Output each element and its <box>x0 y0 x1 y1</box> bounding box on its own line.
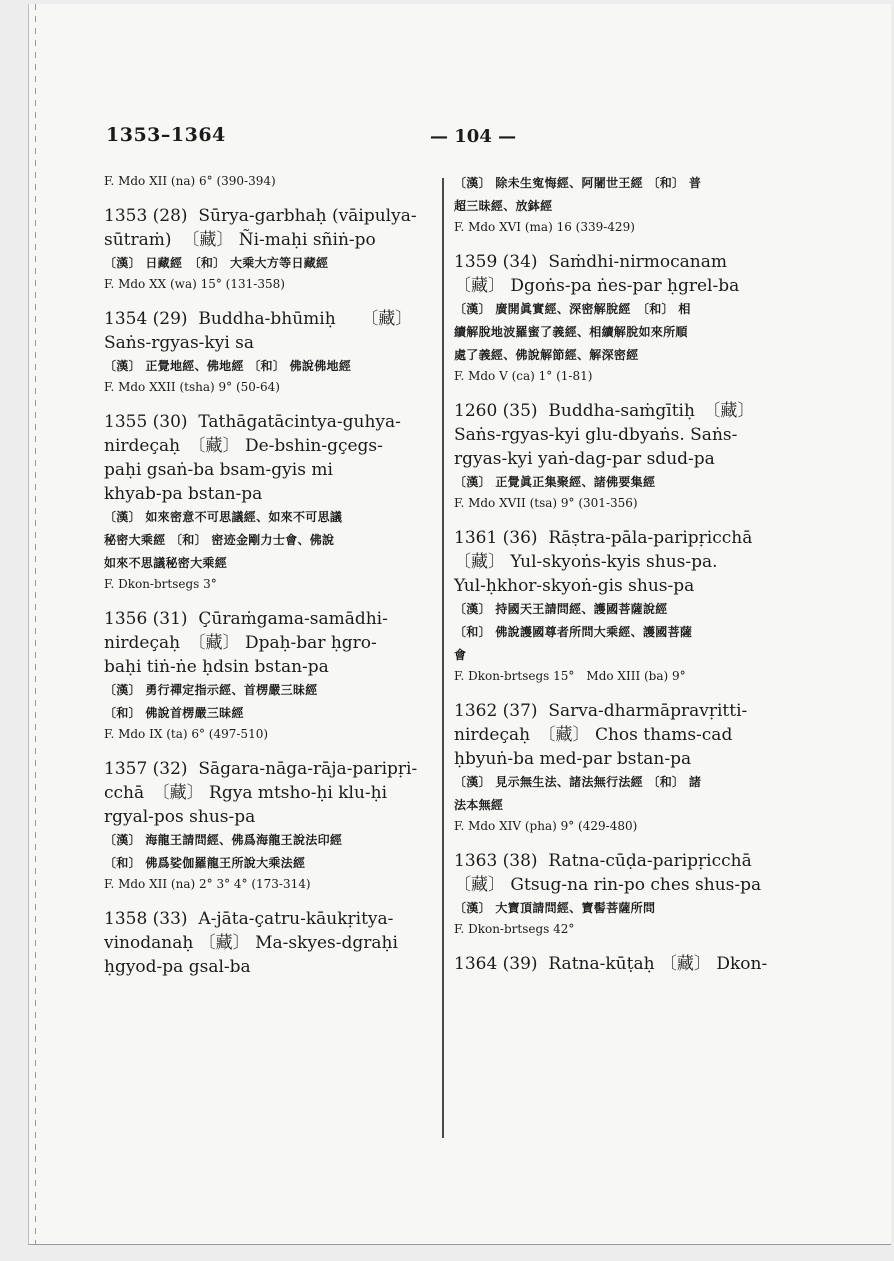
entry-heading-line: 1358 (33) A-jāta-çatru-kāukṛitya- <box>104 909 394 929</box>
right-column <box>454 172 794 976</box>
chinese-line: 〔和〕 佛說首楞嚴三昧經 <box>104 706 244 720</box>
entry-heading-line: khyab-pa bstan-pa <box>104 484 263 504</box>
entry-heading-line: 〔藏〕 Yul-skyoṅs-kyis shus-pa. <box>454 552 718 572</box>
entry-heading-line: Saṅs-rgyas-kyi glu-dbyaṅs. Saṅs- <box>454 425 738 445</box>
chinese-line: 秘密大乘經 〔和〕 密迹金剛力士會、佛說 <box>104 533 335 547</box>
entry-heading-line: nirdeçaḥ 〔藏〕 Dpaḥ-bar ḥgro- <box>104 633 377 653</box>
catalog-reference: F. Dkon-brtsegs 42° <box>454 922 575 936</box>
catalog-reference: F. Dkon-brtsegs 15° Mdo XIII (ba) 9° <box>454 669 686 683</box>
entry-heading-line: Yul-ḥkhor-skyoṅ-gis shus-pa <box>454 576 695 596</box>
catalog-entry <box>104 307 444 396</box>
entry-heading-line: vinodanaḥ 〔藏〕 Ma-skyes-dgraḥi <box>104 933 398 953</box>
entry-heading-line: 1355 (30) Tathāgatācintya-guhya- <box>104 412 401 432</box>
entry-heading-line: 1260 (35) Buddha-saṁgītiḥ 〔藏〕 <box>454 401 755 421</box>
catalog-reference: F. Dkon-brtsegs 3° <box>104 577 217 591</box>
entry-heading-line: 1356 (31) Çūraṁgama-samādhi- <box>104 609 388 629</box>
chinese-line: 如來不思議秘密大乘經 <box>104 556 228 570</box>
chinese-line: 續解脫地波羅蜜了義經、相續解脫如來所順 <box>454 325 688 339</box>
page-number: — 104 — <box>430 126 517 147</box>
entry-heading-line: 〔藏〕 Dgoṅs-pa ṅes-par ḥgrel-ba <box>454 276 740 296</box>
catalog-reference: F. Mdo IX (ta) 6° (497-510) <box>104 727 269 741</box>
chinese-line: 〔漢〕 正覺地經、佛地經 〔和〕 佛說佛地經 <box>104 359 352 373</box>
entry-heading-line: ḥbyuṅ-ba med-par bstan-pa <box>454 749 692 769</box>
entry-heading-line: cchā 〔藏〕 Rgya mtsho-ḥi klu-ḥi <box>104 783 388 803</box>
catalog-reference: F. Mdo XXII (tsha) 9° (50-64) <box>104 380 280 394</box>
catalog-entry <box>104 757 444 893</box>
catalog-reference: F. Mdo XVII (tsa) 9° (301-356) <box>454 496 638 510</box>
entry-heading-line: ḥgyod-pa gsal-ba <box>104 957 251 977</box>
catalog-entry <box>454 250 794 385</box>
chinese-line: 〔漢〕 廣開眞實經、深密解脫經 〔和〕 相 <box>454 302 691 316</box>
catalog-entry <box>104 204 444 293</box>
chinese-line: 〔和〕 佛爲娑伽羅龍王所說大乘法經 <box>104 856 306 870</box>
entry-heading-line: 1354 (29) Buddha-bhūmiḥ 〔藏〕 <box>104 309 413 329</box>
catalog-entry <box>454 399 794 512</box>
running-header-range: 1353–1364 <box>106 124 226 146</box>
entry-heading-line: 1359 (34) Saṁdhi-nirmocanam <box>454 252 728 272</box>
entry-heading-line: 1353 (28) Sūrya-garbhaḥ (vāipulya- <box>104 206 417 226</box>
chinese-line: 〔漢〕 如來密意不可思議經、如來不可思議 <box>104 510 343 524</box>
entry-heading-line: 1357 (32) Sāgara-nāga-rāja-paripṛi- <box>104 759 418 779</box>
catalog-reference: F. Mdo XX (wa) 15° (131-358) <box>104 277 285 291</box>
top-reference: F. Mdo XII (na) 6° (390-394) <box>104 174 276 188</box>
chinese-line: 〔漢〕 正覺眞正集聚經、諸佛要集經 <box>454 475 656 489</box>
left-column <box>104 172 444 979</box>
chinese-line: 〔漢〕 海龍王請問經、佛爲海龍王說法印經 <box>104 833 343 847</box>
chinese-line: 〔和〕 佛說護國尊者所問大乘經、護國菩薩 <box>454 625 693 639</box>
chinese-line: 超三昧經、放鉢經 <box>454 199 553 213</box>
entry-heading-line: nirdeçaḥ 〔藏〕 Chos thams-cad <box>454 725 733 745</box>
chinese-line: 〔漢〕 持國天王請問經、護國菩薩說經 <box>454 602 668 616</box>
entry-heading-line: Saṅs-rgyas-kyi sa <box>104 333 255 353</box>
catalog-reference: F. Mdo V (ca) 1° (1-81) <box>454 369 593 383</box>
entry-heading-line: 1361 (36) Rāṣtra-pāla-paripṛicchā <box>454 528 753 548</box>
entry-heading-line: nirdeçaḥ 〔藏〕 De-bshin-gçegs- <box>104 436 383 456</box>
chinese-line: 〔漢〕 日藏經 〔和〕 大乘大方等日藏經 <box>104 256 329 270</box>
entry-heading-line: sūtraṁ) 〔藏〕 Ñi-maḥi sñiṅ-po <box>104 230 376 250</box>
entry-heading-line: baḥi tiṅ-ṅe ḥdsin bstan-pa <box>104 657 329 677</box>
catalog-entry <box>454 526 794 685</box>
entry-heading-line: 〔藏〕 Gtsug-na rin-po ches shus-pa <box>454 875 762 895</box>
chinese-line: 〔漢〕 見示無生法、諸法無行法經 〔和〕 諸 <box>454 775 702 789</box>
top-reference: F. Mdo XVI (ma) 16 (339-429) <box>454 220 635 234</box>
catalog-entry <box>104 907 444 979</box>
catalog-entry <box>104 607 444 743</box>
entry-heading-line: 1364 (39) Ratna-kūṭaḥ 〔藏〕 Dkon- <box>454 954 768 974</box>
chinese-line: 法本無經 <box>454 798 504 812</box>
binding-gutter <box>35 4 36 1244</box>
entry-heading-line: 1363 (38) Ratna-cūḍa-paripṛicchā <box>454 851 752 871</box>
catalog-reference: F. Mdo XII (na) 2° 3° 4° (173-314) <box>104 877 311 891</box>
entry-heading-line: paḥi gsaṅ-ba bsam-gyis mi <box>104 460 333 480</box>
catalog-entry <box>104 410 444 593</box>
catalog-entry <box>454 849 794 938</box>
entry-heading-line: 1362 (37) Sarva-dharmāpravṛitti- <box>454 701 748 721</box>
chinese-line: 〔漢〕 勇行禪定指示經、首楞嚴三昧經 <box>104 683 318 697</box>
entry-heading-line: rgyal-pos shus-pa <box>104 807 256 827</box>
entry-heading-line: rgyas-kyi yaṅ-dag-par sdud-pa <box>454 449 715 469</box>
catalog-entry <box>454 699 794 835</box>
chinese-line: 處了義經、佛說解節經、解深密經 <box>454 348 639 362</box>
chinese-line: 會 <box>454 648 467 662</box>
catalog-reference: F. Mdo XIV (pha) 9° (429-480) <box>454 819 638 833</box>
catalog-entry <box>454 952 794 976</box>
chinese-line: 〔漢〕 大寶頂請問經、寶髻菩薩所問 <box>454 901 656 915</box>
chinese-line: 〔漢〕 除未生寃悔經、阿闍世王經 〔和〕 普 <box>454 176 702 190</box>
